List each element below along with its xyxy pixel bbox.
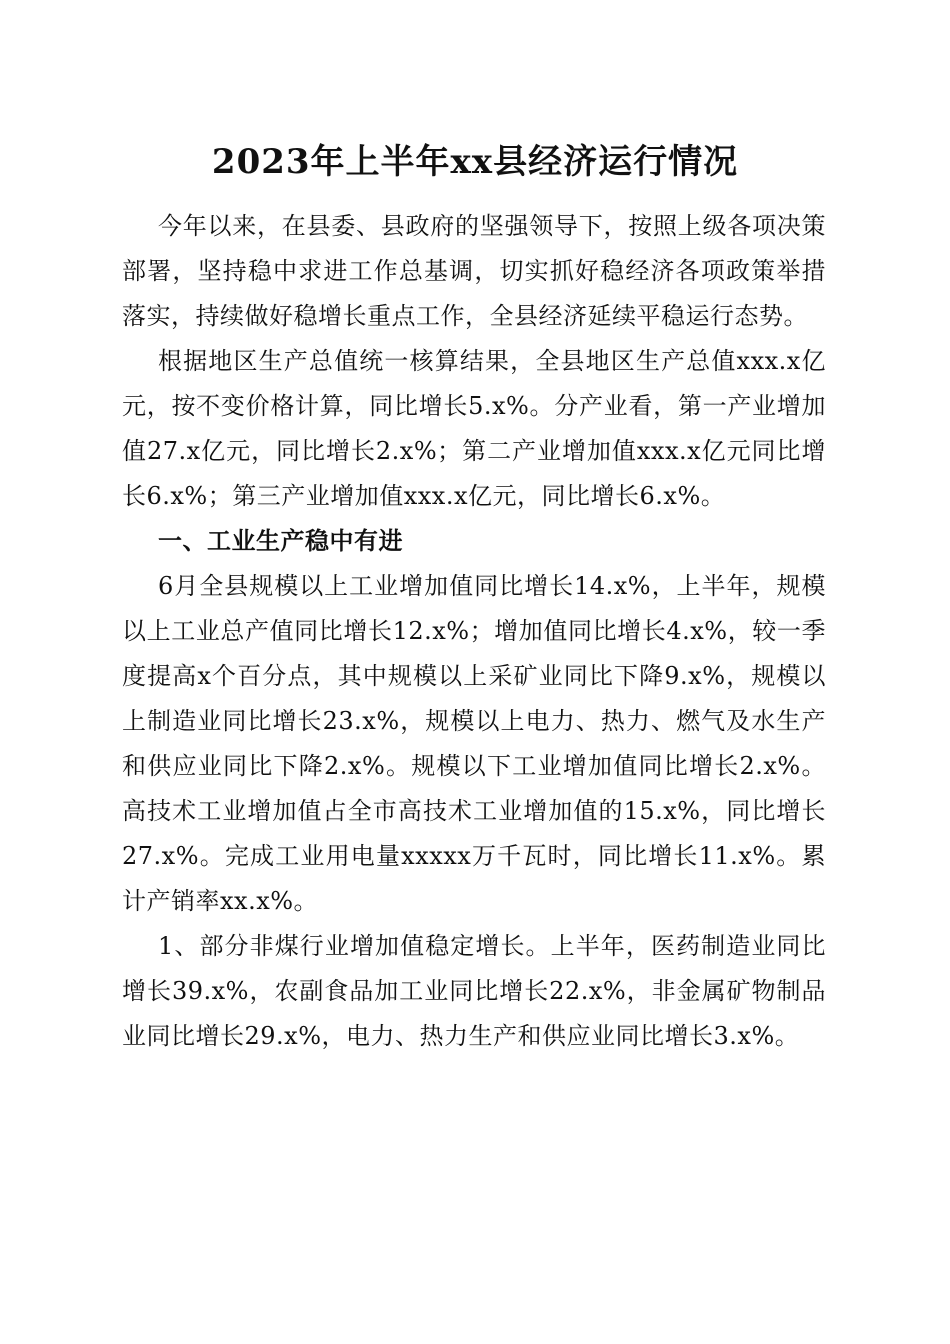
non-coal-industry-paragraph: 1、部分非煤行业增加值稳定增长。上半年，医药制造业同比增长39.x%，农副食品加工业同比增长22.x%，非金属矿物制品业同比增长29.x%，电力、热力生产和供应业同比增长3.x%。: [122, 932, 826, 1050]
gdp-paragraph: 根据地区生产总值统一核算结果，全县地区生产总值xxx.x亿元，按不变价格计算，同比增长5.x%。分产业看，第一产业增加值27.x亿元，同比增长2.x%；第二产业增加值xxx.x亿元同比增长6.x%；第三产业增加值xxx.x亿元，同比增长6.x%。: [122, 347, 826, 510]
intro-paragraph: 今年以来，在县委、县政府的坚强领导下，按照上级各项决策部署，坚持稳中求进工作总基调，切实抓好稳经济各项政策举措落实，持续做好稳增长重点工作，全县经济延续平稳运行态势。: [122, 212, 826, 330]
section-heading-industry: 一、工业生产稳中有进: [158, 527, 403, 555]
industry-paragraph: 6月全县规模以上工业增加值同比增长14.x%，上半年，规模以上工业总产值同比增长12.x%；增加值同比增长4.x%，较一季度提高x个百分点，其中规模以上采矿业同比下降9.x%，规模以上制造业同比增长23.x%，规模以上电力、热力、燃气及水生产和供应业同比下降2.x%。规模以下工业增加值同比增长2.x%。高技术工业增加值占全市高技术工业增加值的15.x%，同比增长27.x%。完成工业用电量xxxxx万千瓦时，同比增长11.x%。累计产销率xx.x%。: [122, 572, 826, 915]
document-title: 2023年上半年xx县经济运行情况: [211, 142, 739, 182]
document-body: [122, 204, 826, 1059]
